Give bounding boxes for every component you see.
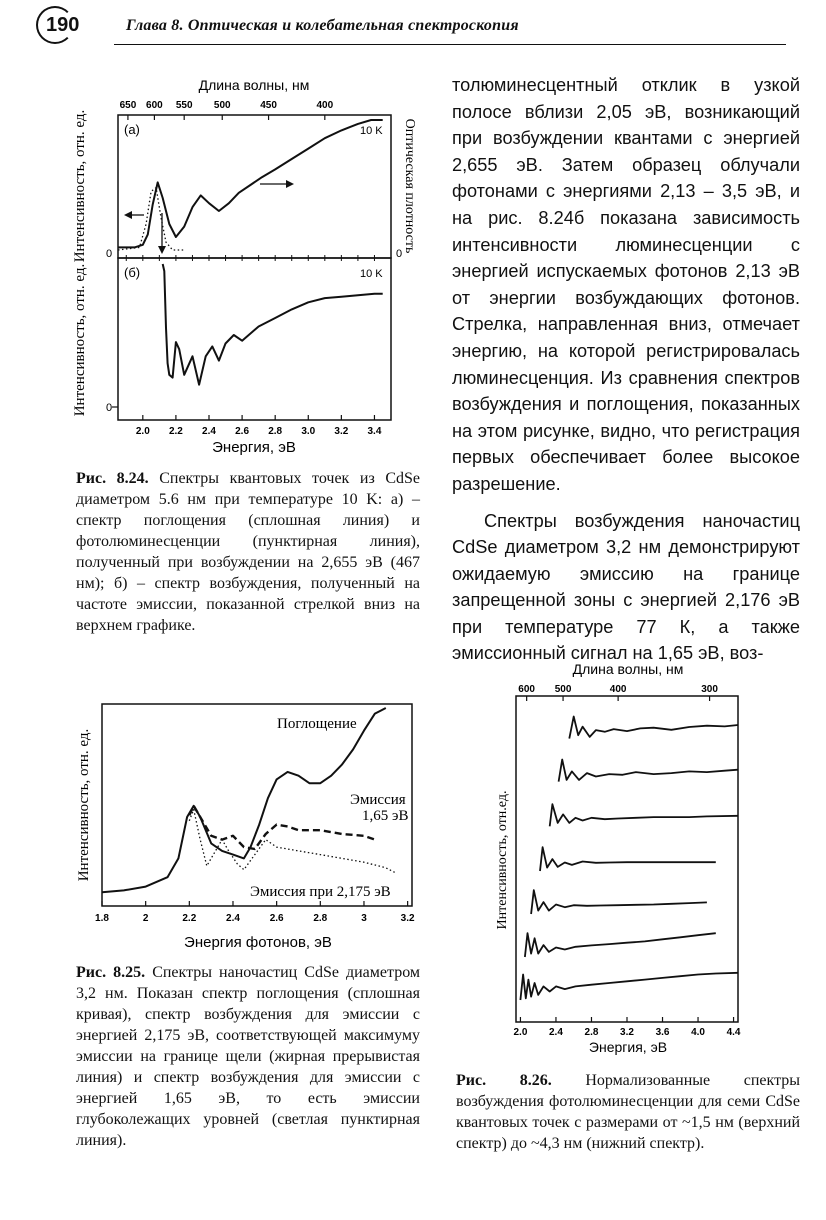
fig824-top-tick-label-3: 500	[213, 100, 231, 111]
fig826-x-tick-label-2: 2.8	[584, 1027, 599, 1038]
fig824-x-tick-label-6: 3.2	[334, 426, 349, 437]
fig824-panel-a-temp: 10 K	[360, 125, 383, 137]
fig826-top-ticks	[518, 684, 718, 701]
fig824-top-axis-label: Длина волны, нм	[198, 77, 310, 93]
fig824-panel-b-series	[163, 264, 383, 385]
fig824-panel-a-line-solid	[118, 120, 383, 247]
fig825-x-tick-label-4: 2.6	[269, 913, 284, 924]
fig824-panel-b-frame	[118, 258, 391, 420]
fig825-x-tick-label-3: 2.4	[226, 913, 240, 924]
fig825-annotation-emission: Эмиссия	[350, 792, 406, 808]
fig826-spectrum-5	[525, 933, 716, 957]
caption-fig-8-25-label: Рис. 8.25.	[76, 964, 146, 981]
body-paragraph-2: Спектры возбуждения наночастиц CdSe диаметром 3,2 нм демонстрируют ожидаемую эмиссию на границе запрещенной зоны с энергией 2,176 эВ при температуре 77 К, а также эмиссионный сигнал на 1,65 эВ, воз-	[452, 510, 800, 664]
fig826-spectrum-6	[520, 973, 738, 1000]
fig824-panel-b-temp: 10 K	[360, 268, 383, 280]
fig826-top-tick-label-0: 600	[518, 684, 535, 695]
caption-fig-8-26-label: Рис. 8.26.	[456, 1072, 552, 1089]
fig826-x-tick-label-1: 2.4	[549, 1027, 563, 1038]
fig824-x-tick-label-4: 2.8	[268, 426, 283, 437]
fig826-spectrum-4	[531, 890, 707, 914]
fig826-spectrum-2	[550, 804, 738, 826]
caption-fig-8-24-text: Спектры квантовых точек из CdSe диаметром 5.6 нм при температуре 10 K: а) – спектр поглощения (сплошная линия) и фотолюминесценции (пунктирная линия), полученный при возбуждении на 2,655 эВ (467 нм); б) – спектр возбуждения, полученный на частоте эмиссии, показанной стрелкой вниз на верхнем графике.	[76, 470, 421, 634]
fig824-x-tick-label-0: 2.0	[135, 426, 150, 437]
figure-8-25	[66, 698, 426, 958]
fig824-panel-a-right-zero: 0	[396, 248, 403, 260]
caption-fig-8-25	[76, 962, 420, 1151]
fig826-x-tick-label-0: 2.0	[513, 1027, 528, 1038]
fig826-xlabel: Энергия, эВ	[588, 1039, 668, 1055]
fig824-top-ticks	[120, 100, 334, 120]
fig826-x-tick-label-4: 3.6	[655, 1027, 670, 1038]
fig825-x-tick-label-0: 1.8	[95, 913, 109, 924]
fig824-arrow-left	[124, 211, 144, 219]
fig824-x-tick-label-5: 3.0	[301, 426, 316, 437]
header-rule	[114, 44, 786, 45]
fig825-x-tick-label-5: 2.8	[313, 913, 328, 924]
fig825-x-tick-label-7: 3.2	[400, 913, 415, 924]
fig824-panel-a-zero: 0	[106, 248, 113, 260]
fig826-top-tick-label-1: 500	[554, 684, 572, 695]
fig826-x-tick-label-6: 4.4	[726, 1027, 741, 1038]
fig824-arrow-right	[260, 180, 294, 188]
fig824-arrow-down	[158, 213, 166, 254]
fig826-x-tick-label-5: 4.0	[691, 1027, 705, 1038]
figure-8-24	[62, 68, 417, 460]
fig824-panel-b-label: (б)	[124, 265, 141, 280]
fig825-xlabel: Энергия фотонов, эВ	[184, 934, 332, 951]
fig824-x-tick-label-2: 2.4	[202, 426, 216, 437]
caption-fig-8-24-label: Рис. 8.24.	[76, 470, 149, 487]
caption-fig-8-25-text: Спектры наночастиц CdSe диаметром 3,2 нм. Показан спектр поглощения (сплошная кривая), спектр возбуждения для эмиссии с энергией 2,175 эВ, соответствующей максимуму эмиссии на границе щели (жирная прерывистая линия) и спектр возбуждения для эмиссии с энергией 1,65 эВ, то есть эмиссии глубоколежащих уровней (светлая пунктирная линия).	[76, 964, 421, 1149]
fig824-panel-b-zero: 0	[106, 402, 113, 414]
fig824-panel-b-line	[163, 264, 383, 385]
fig826-spectrum-3	[540, 847, 716, 871]
fig826-ylabel: Интенсивность, отн.ед.	[495, 790, 510, 930]
fig826-x-ticks	[513, 1017, 740, 1038]
fig826-spectrum-0	[569, 717, 738, 739]
fig826-frame	[516, 696, 738, 1022]
caption-fig-8-26	[456, 1070, 800, 1154]
fig824-top-tick-label-1: 600	[146, 100, 163, 111]
fig825-x-tick-label-6: 3	[361, 913, 367, 924]
running-title: Глава 8. Оптическая и колебательная спектроскопия	[126, 17, 519, 34]
fig825-line-solid	[102, 708, 386, 892]
fig824-xlabel: Энергия, эВ	[212, 439, 296, 456]
fig826-spectrum-1	[559, 760, 738, 782]
fig825-x-tick-label-2: 2.2	[182, 913, 197, 924]
fig825-line-dashed	[189, 806, 375, 849]
fig824-panel-a-label: (а)	[124, 122, 140, 137]
fig824-ylabel-b: Интенсивность, отн. ед.	[72, 263, 88, 417]
fig824-ylabel-right: Оптическая плотность	[402, 118, 417, 254]
fig824-x-tick-label-1: 2.2	[168, 426, 183, 437]
fig824-top-tick-label-4: 450	[260, 100, 277, 111]
fig825-x-tick-label-1: 2	[142, 913, 149, 924]
fig825-ylabel: Интенсивность, отн. ед.	[76, 728, 92, 882]
fig824-panel-a-series	[118, 120, 383, 250]
fig824-ylabel-a: Интенсивность, отн. ед.	[72, 109, 88, 263]
fig826-top-tick-label-2: 400	[609, 684, 627, 695]
fig826-series	[520, 717, 738, 1001]
fig825-annotation-2175: Эмиссия при 2,175 эВ	[250, 884, 391, 900]
caption-fig-8-26-text: Нормализованные спектры возбуждения фотолюминесценции для семи CdSe квантовых точек с размерами от ~1,5 нм (верхний спектр) до ~4,3 нм (нижний спектр).	[456, 1072, 800, 1152]
fig824-top-tick-label-5: 400	[316, 100, 334, 111]
fig826-top-axis-label: Длина волны, нм	[572, 661, 684, 677]
body-paragraph-1: толюминесцентный отклик в узкой полосе вблизи 2,05 эВ, возникающий при возбуждении квантами с энергией 2,655 эВ. Затем образец облучали фотонами с энергиями 2,13 – 3,5 эВ, и на рис. 8.24б показана зависимость интенсивности люминесценции с энергией испускаемых фотонов 2,13 эВ от энергии возбуждающих фотонов. Стрелка, направленная вниз, отмечает энергию, на которой регистрировалась люминесценция. Из сравнения спектров возбуждения и поглощения, показанных на этом рисунке, видно, что регистрация первых обеспечивает более высокое разрешение.	[452, 75, 800, 494]
fig824-top-tick-label-2: 550	[175, 100, 193, 111]
body-text-column	[452, 72, 800, 667]
fig824-top-tick-label-0: 650	[119, 100, 137, 111]
fig825-annotation-165: 1,65 эВ	[362, 808, 409, 824]
fig826-x-tick-label-3: 3.2	[620, 1027, 634, 1038]
caption-fig-8-24	[76, 468, 420, 636]
fig825-annotation-absorption: Поглощение	[277, 716, 357, 732]
fig824-x-tick-label-3: 2.6	[235, 426, 250, 437]
fig825-x-ticks	[95, 901, 415, 924]
figure-8-26	[488, 660, 760, 1060]
page-number: 190	[46, 14, 80, 36]
fig824-x-tick-label-7: 3.4	[367, 426, 382, 437]
fig826-top-tick-label-3: 300	[701, 684, 718, 695]
